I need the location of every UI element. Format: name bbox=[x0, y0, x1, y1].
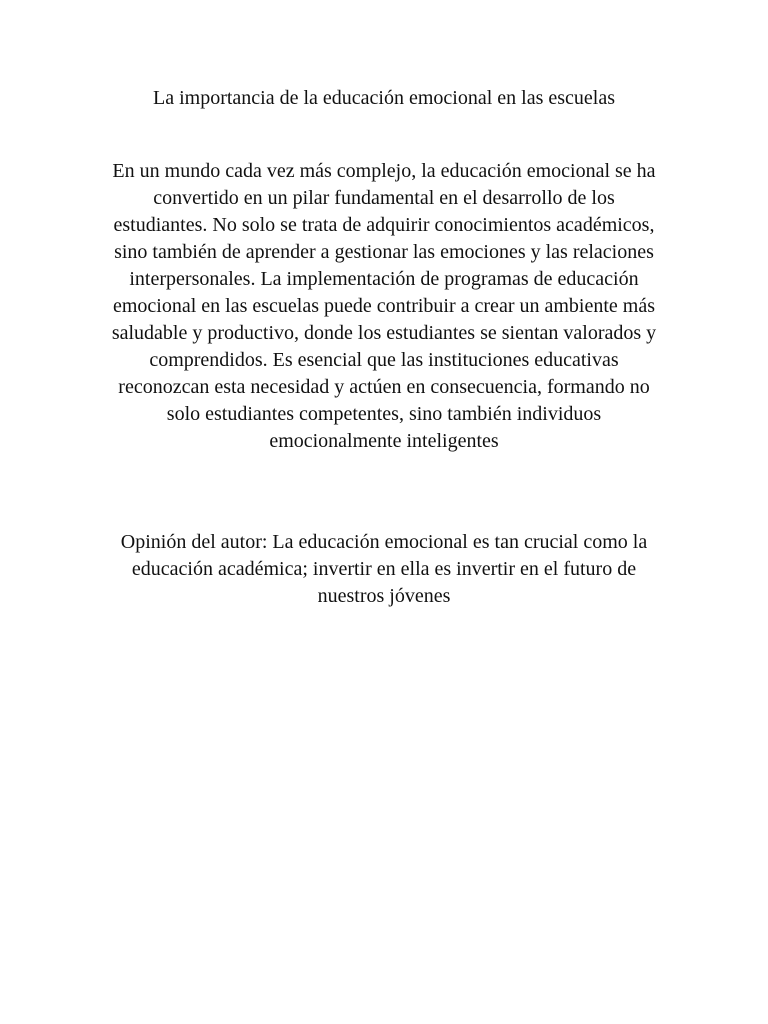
page-title: La importancia de la educación emocional en las escuelas bbox=[152, 87, 615, 109]
author-opinion: Opinión del autor: La educación emocional es tan crucial como la educación académica; invertir en ella es invertir en el futuro de nuestros jóvenes bbox=[120, 531, 648, 607]
body-paragraph: En un mundo cada vez más complejo, la educación emocional se ha convertido en un pilar fundamental en el desarrollo de los estudiantes. No solo se trata de adquirir conocimientos académicos, sino también de aprender a gestionar las emociones y las relaciones interpersonales. La implementación de programas de educación emocional en las escuelas puede contribuir a crear un ambiente más saludable y productivo, donde los estudiantes se sientan valorados y comprendidos. Es esencial que las instituciones educativas reconozcan esta necesidad y actúen en consecuencia, formando no solo estudiantes competentes, sino también individuos emocionalmente inteligentes bbox=[111, 160, 657, 452]
